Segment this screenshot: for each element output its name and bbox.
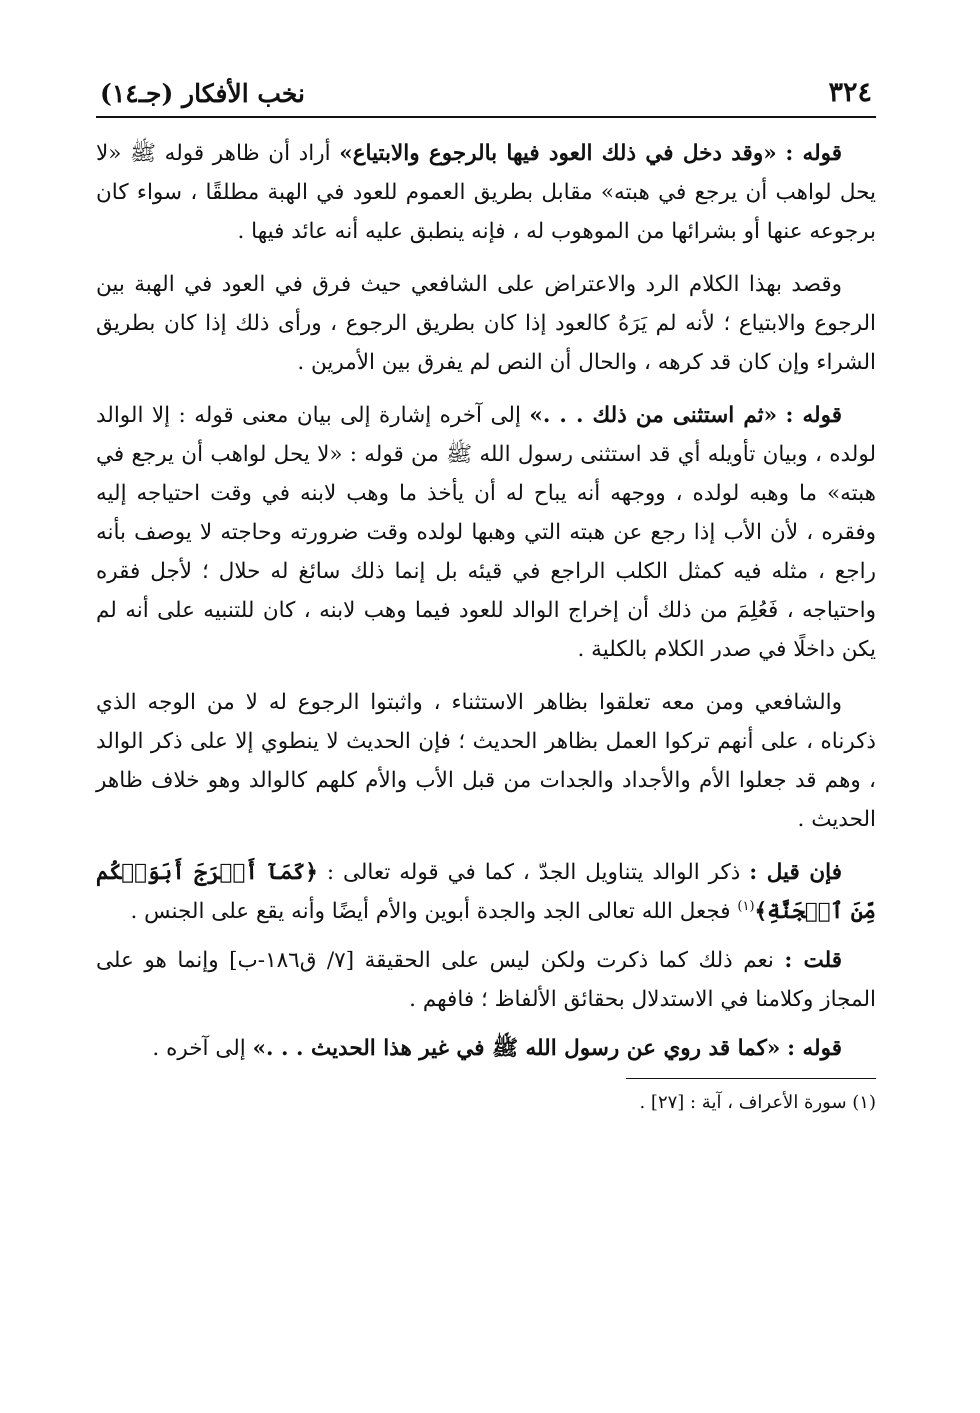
paragraph xyxy=(96,265,876,382)
paragraph-text: إلى آخره إشارة إلى بيان معنى قوله : إلا الوالد لولده ، وبيان تأويله أي قد استثنى رسول الله ﷺ من قوله : «لا يحل لواهب أن يرجع في هبته» ما وهبه لولده ، ووجهه أنه يباح له أن يأخذ ما وهب لابنه في وقت احتياجه إليه وفقره ، لأن الأب إذا رجع عن هبته التي وهبها لولده وقت ضرورته وحاجته لا يوصف بأنه راجع ، مثله فيه كمثل الكلب الراجع في قيئه بل إنما ذلك سائغ له حلال ؛ لأجل فقره واحتياجه ، فَعُلِمَ من ذلك أن إخراج الوالد للعود فيما وهب لابنه ، كان للتنبيه على أنه لم يكن داخلًا في صدر الكلام بالكلية . xyxy=(96,403,876,662)
quoted-matn: «وقد دخل في ذلك العود فيها بالرجوع والابتياع» xyxy=(339,141,777,166)
paragraph-lead: قلت : xyxy=(784,948,842,973)
main-text xyxy=(96,134,876,1068)
paragraph-text: والشافعي ومن معه تعلقوا بظاهر الاستثناء ، واثبتوا الرجوع له لا من الوجه الذي ذكرناه ، على أنهم تركوا العمل بظاهر الحديث ؛ فإن الحديث لا ينطوي إلا على ذكر الوالد ، وهم قد جعلوا الأم والأجداد والجدات من قبل الأب والأم كلهم كالوالد وهو خلاف ظاهر الحديث . xyxy=(96,690,876,832)
page-number: ٣٢٤ xyxy=(828,77,872,108)
paragraph xyxy=(96,853,876,931)
paragraph-lead: قوله : xyxy=(785,403,842,428)
paragraph-lead: قوله : xyxy=(787,1036,842,1061)
page-header xyxy=(96,60,876,108)
paragraph xyxy=(96,1029,876,1068)
quoted-matn: «ثم استثنى من ذلك . . .» xyxy=(529,403,778,428)
paragraph-text: أراد أن ظاهر قوله ﷺ «لا يحل لواهب أن يرجع في هبته» مقابل بطريق العموم للعود في الهبة مطلقًا ، سواء كان برجوعه عنها أو بشرائها من الموهوب له ، فإنه ينطبق عليه أنه عائد فيها . xyxy=(96,141,876,244)
paragraph-text-before: ذكر الوالد يتناويل الجدّ ، كما في قوله تعالى : xyxy=(326,860,741,885)
paragraph-lead: فإن قيل : xyxy=(749,860,842,885)
quran-verse: ﴿كَمَآ أَخۡرَجَ أَبَوَيۡكُم مِّنَ ٱلۡجَنَّةِ﴾ xyxy=(96,860,876,924)
footnote: (١) سورة الأعراف ، آية : [٢٧] . xyxy=(639,1092,876,1113)
paragraph xyxy=(96,683,876,839)
paragraph xyxy=(96,134,876,251)
header-rule xyxy=(96,116,876,118)
paragraph-text: إلى آخره . xyxy=(152,1036,246,1061)
quoted-matn: «كما قد روي عن رسول الله ﷺ في غير هذا الحديث . . .» xyxy=(252,1036,781,1061)
paragraph-text: نعم ذلك كما ذكرت ولكن ليس على الحقيقة [٧/ ق١٨٦-ب] وإنما هو على المجاز وكلامنا في الاستدلال بحقائق الألفاظ ؛ فافهم . xyxy=(96,948,876,1012)
book-title: نخب الأفكار (جـ١٤) xyxy=(100,79,306,108)
book-page xyxy=(96,60,876,1117)
footnote-ref[interactable]: (١) xyxy=(737,898,755,914)
paragraph-text: فجعل الله تعالى الجد والجدة أبوين والأم أيضًا وأنه يقع على الجنس . xyxy=(130,899,731,924)
paragraph xyxy=(96,396,876,669)
paragraph-lead: قوله : xyxy=(785,141,843,166)
footnote-rule xyxy=(626,1078,876,1079)
paragraph-text: وقصد بهذا الكلام الرد والاعتراض على الشافعي حيث فرق في العود في الهبة بين الرجوع والابتياع ؛ لأنه لم يَرَهُ كالعود إذا كان بطريق الرجوع ، ورأى ذلك إذا كان بطريق الشراء وإن كان قد كرهه ، والحال أن النص لم يفرق بين الأمرين . xyxy=(96,272,876,375)
paragraph xyxy=(96,941,876,1019)
